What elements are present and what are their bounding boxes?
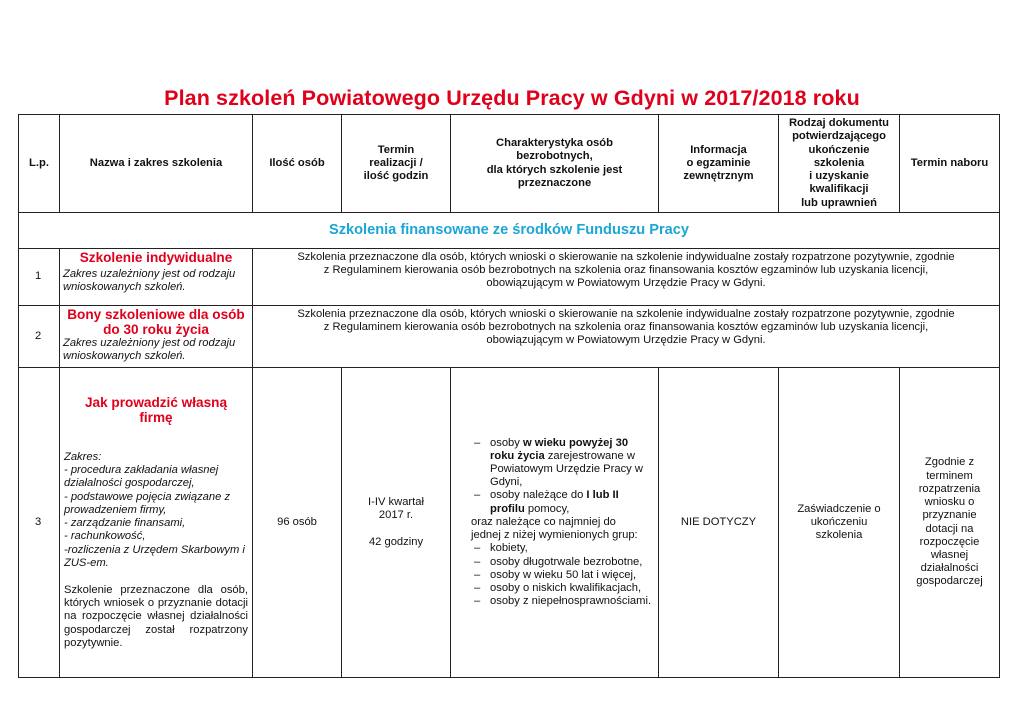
scope-item: - zarządzanie finansami, (64, 517, 186, 530)
course-title: Jak prowadzić własną firmę (84, 395, 228, 426)
target-item: – osoby w wieku powyżej 30 roku życia zarejestrowane w Powiatowym Urzędzie Pracy w Gdyni, (473, 437, 652, 490)
target-middle: oraz należące co najmniej do jednej z niżej wymienionych grup: (471, 515, 638, 542)
header-exam-line: o egzaminie (686, 156, 751, 169)
target-item: – osoby należące do I lub II profilu pomocy, (473, 489, 652, 515)
course-note: Szkolenie przeznaczone dla osób, których wniosek o przyznanie dotacji na rozpoczęcie własnej działalności gospodarczej został rozpatrzony pozytywnie. (64, 583, 248, 649)
target-group: – kobiety, (473, 542, 652, 555)
header-target-line: Charakterystyka osób (496, 137, 613, 150)
header-exam-line: Informacja (690, 143, 747, 156)
row-description (253, 249, 1000, 306)
section-row (19, 213, 1000, 249)
row-name-cell (60, 306, 253, 368)
table-row (19, 306, 1000, 368)
header-term-line: ilość godzin (363, 170, 429, 183)
header-doc-line: potwierdzającego (792, 130, 886, 143)
table-row (19, 249, 1000, 306)
row-doc-type: Zaświadczenie o ukończeniu szkolenia (779, 368, 900, 678)
term-period: I-IV kwartał 2017 r. (368, 496, 424, 522)
course-scope: Zakres uzależniony jest od rodzaju wnioskowanych szkoleń. (63, 337, 236, 363)
row-lp: 3 (19, 368, 60, 678)
header-doc-type (779, 115, 900, 213)
target-group: – osoby z niepełnosprawnościami. (473, 595, 652, 608)
target-group: – osoby w wieku 50 lat i więcej, (473, 569, 652, 582)
row-description (253, 306, 1000, 368)
header-term-line: realizacji / (369, 156, 423, 169)
header-doc-line: Rodzaj dokumentu (788, 117, 890, 130)
page-title: Plan szkoleń Powiatowego Urzędu Pracy w Gdyni w 2017/2018 roku (164, 86, 860, 110)
header-exam-line: zewnętrznym (683, 170, 754, 183)
description-line: obowiązującym w Powiatowym Urzędzie Pracy w Gdyni. (486, 334, 766, 347)
row-name-cell (60, 368, 253, 678)
header-term (342, 115, 451, 213)
table-row (19, 368, 1000, 678)
description-line: z Regulaminem kierowania osób bezrobotnych na szkolenia oraz finansowania kosztów egzaminów lub uzyskania licencji, (323, 264, 929, 277)
description-line: obowiązującym w Powiatowym Urzędzie Pracy w Gdyni. (486, 277, 766, 290)
header-target (451, 115, 659, 213)
scope-item: - podstawowe pojęcia związane z prowadzeniem firmy, (64, 490, 231, 516)
course-title: Szkolenie indywidualne (79, 250, 233, 265)
course-scope: Zakres uzależniony jest od rodzaju wnioskowanych szkoleń. (63, 268, 236, 294)
row-enroll: Zgodnie z terminem rozpatrzenia wniosku o przyznanie dotacji na rozpoczęcie własnej działalności gospodarczej (900, 368, 1000, 678)
target-groups (473, 542, 652, 608)
scope-item: - procedura zakładania własnej działalności gospodarczej, (64, 464, 219, 490)
row-term (342, 368, 451, 678)
header-count: Ilość osób (253, 115, 342, 213)
training-plan-table (18, 114, 1000, 678)
scope-label: Zakres: (64, 451, 102, 464)
row-lp: 1 (19, 249, 60, 306)
target-group: – osoby o niskich kwalifikacjach, (473, 582, 652, 595)
header-doc-line: i uzyskanie (809, 170, 869, 183)
header-target-line: bezrobotnych, (516, 150, 593, 163)
row-count: 96 osób (253, 368, 342, 678)
row-name-cell (60, 249, 253, 306)
header-exam (659, 115, 779, 213)
description-line: Szkolenia przeznaczone dla osób, których wnioski o skierowanie na szkolenie indywidualne zostały rozpatrzone pozytywnie, zgodnie (297, 308, 955, 320)
description-line: z Regulaminem kierowania osób bezrobotnych na szkolenia oraz finansowania kosztów egzaminów lub uzyskania licencji, (323, 321, 929, 334)
row-lp: 2 (19, 306, 60, 368)
header-lp: L.p. (19, 115, 60, 213)
term-hours: 42 godziny (368, 535, 424, 548)
header-target-line: przeznaczone (517, 176, 592, 189)
header-target-line: dla których szkolenie jest (486, 163, 623, 176)
scope-item: -rozliczenia z Urzędem Skarbowym i ZUS-em. (64, 543, 245, 569)
course-scope (64, 451, 248, 570)
header-name: Nazwa i zakres szkolenia (60, 115, 253, 213)
header-doc-line: kwalifikacji (809, 183, 869, 196)
header-row (19, 115, 1000, 213)
row-target (451, 368, 659, 678)
scope-item: - rachunkowość, (64, 530, 146, 543)
section-title: Szkolenia finansowane ze środków Funduszu Pracy (19, 213, 1000, 249)
description-line: Szkolenia przeznaczone dla osób, których wnioski o skierowanie na szkolenie indywidualne zostały rozpatrzone pozytywnie, zgodnie (297, 251, 955, 263)
row-exam: NIE DOTYCZY (659, 368, 779, 678)
header-term-line: Termin (377, 143, 415, 156)
header-doc-line: szkolenia (813, 156, 865, 169)
course-title: Bony szkoleniowe dla osób do 30 roku życia (67, 307, 245, 337)
header-enroll: Termin naboru (900, 115, 1000, 213)
header-doc-line: ukończenie (808, 143, 870, 156)
target-list (473, 437, 652, 516)
target-group: – osoby długotrwale bezrobotne, (473, 556, 652, 569)
header-doc-line: lub uprawnień (801, 196, 877, 209)
